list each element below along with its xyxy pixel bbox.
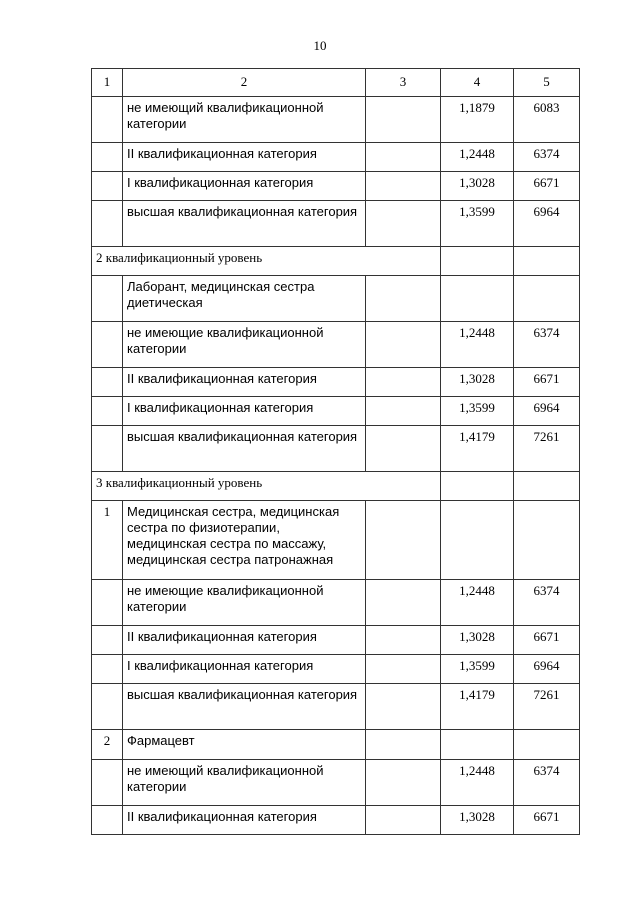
cell-c4 xyxy=(441,501,514,580)
cell-c5: 6671 xyxy=(514,172,580,201)
cell-c5: 6671 xyxy=(514,368,580,397)
header-col-2: 2 xyxy=(123,69,366,97)
cell-c4: 1,4179 xyxy=(441,684,514,730)
cell-c2: I квалификационная категория xyxy=(123,655,366,684)
cell-c4 xyxy=(441,276,514,322)
salary-table xyxy=(91,68,580,835)
cell-c1 xyxy=(92,201,123,247)
cell-c1 xyxy=(92,143,123,172)
cell-c3 xyxy=(366,655,441,684)
cell-c5 xyxy=(514,730,580,760)
table-row xyxy=(92,760,580,806)
cell-c2: II квалификационная категория xyxy=(123,143,366,172)
cell-c4 xyxy=(441,247,514,276)
cell-c1 xyxy=(92,684,123,730)
cell-c1: 1 xyxy=(92,501,123,580)
cell-c4: 1,2448 xyxy=(441,760,514,806)
cell-c5: 6964 xyxy=(514,201,580,247)
cell-c2: не имеющий квалификационной категории xyxy=(123,760,366,806)
cell-c2: высшая квалификационная категория xyxy=(123,201,366,247)
cell-c4: 1,3028 xyxy=(441,806,514,835)
table-row xyxy=(92,276,580,322)
cell-c5 xyxy=(514,472,580,501)
cell-c1 xyxy=(92,626,123,655)
cell-c4: 1,2448 xyxy=(441,143,514,172)
cell-c3 xyxy=(366,201,441,247)
cell-c5: 6374 xyxy=(514,760,580,806)
header-col-3: 3 xyxy=(366,69,441,97)
table-row xyxy=(92,322,580,368)
header-col-4: 4 xyxy=(441,69,514,97)
section-title: 2 квалификационный уровень xyxy=(92,247,441,276)
cell-c2: Лаборант, медицинская сестра диетическая xyxy=(123,276,366,322)
cell-c1 xyxy=(92,397,123,426)
cell-c1 xyxy=(92,426,123,472)
table-row xyxy=(92,143,580,172)
cell-c3 xyxy=(366,626,441,655)
cell-c2: Медицинская сестра, медицинская сестра по физиотерапии, медицинская сестра по массажу, медицинская сестра патронажная xyxy=(123,501,366,580)
table-body xyxy=(92,69,580,835)
cell-c1 xyxy=(92,580,123,626)
cell-c5: 6671 xyxy=(514,806,580,835)
table-row xyxy=(92,426,580,472)
cell-c5: 6083 xyxy=(514,97,580,143)
cell-c1 xyxy=(92,322,123,368)
cell-c3 xyxy=(366,730,441,760)
table-row xyxy=(92,501,580,580)
cell-c4 xyxy=(441,472,514,501)
cell-c2: не имеющие квалификационной категории xyxy=(123,322,366,368)
cell-c5: 6374 xyxy=(514,143,580,172)
table-row xyxy=(92,730,580,760)
header-col-5: 5 xyxy=(514,69,580,97)
cell-c4: 1,2448 xyxy=(441,580,514,626)
cell-c1: 2 xyxy=(92,730,123,760)
table-row xyxy=(92,201,580,247)
cell-c4: 1,3028 xyxy=(441,368,514,397)
cell-c5 xyxy=(514,276,580,322)
table-row xyxy=(92,806,580,835)
cell-c4: 1,2448 xyxy=(441,322,514,368)
cell-c2: не имеющие квалификационной категории xyxy=(123,580,366,626)
cell-c3 xyxy=(366,580,441,626)
cell-c3 xyxy=(366,760,441,806)
page-number: 10 xyxy=(313,38,327,53)
cell-c3 xyxy=(366,426,441,472)
cell-c3 xyxy=(366,143,441,172)
cell-c1 xyxy=(92,368,123,397)
cell-c1 xyxy=(92,97,123,143)
cell-c5: 6374 xyxy=(514,322,580,368)
table-row xyxy=(92,580,580,626)
table-header-row xyxy=(92,69,580,97)
cell-c3 xyxy=(366,501,441,580)
cell-c2: II квалификационная категория xyxy=(123,806,366,835)
cell-c2: высшая квалификационная категория xyxy=(123,426,366,472)
cell-c4: 1,1879 xyxy=(441,97,514,143)
cell-c5: 6671 xyxy=(514,626,580,655)
cell-c4: 1,3028 xyxy=(441,172,514,201)
cell-c2: не имеющий квалификационной категории xyxy=(123,97,366,143)
cell-c5: 7261 xyxy=(514,684,580,730)
section-row xyxy=(92,472,580,501)
table-row xyxy=(92,397,580,426)
cell-c4: 1,3028 xyxy=(441,626,514,655)
section-title: 3 квалификационный уровень xyxy=(92,472,441,501)
cell-c2: II квалификационная категория xyxy=(123,626,366,655)
cell-c5 xyxy=(514,247,580,276)
cell-c3 xyxy=(366,684,441,730)
table-row xyxy=(92,626,580,655)
cell-c4: 1,3599 xyxy=(441,201,514,247)
cell-c3 xyxy=(366,276,441,322)
cell-c3 xyxy=(366,806,441,835)
cell-c4: 1,3599 xyxy=(441,655,514,684)
table-row xyxy=(92,368,580,397)
cell-c4 xyxy=(441,730,514,760)
cell-c1 xyxy=(92,760,123,806)
cell-c1 xyxy=(92,172,123,201)
cell-c5: 6374 xyxy=(514,580,580,626)
section-row xyxy=(92,247,580,276)
cell-c5: 7261 xyxy=(514,426,580,472)
cell-c3 xyxy=(366,97,441,143)
cell-c4: 1,4179 xyxy=(441,426,514,472)
cell-c3 xyxy=(366,172,441,201)
cell-c5 xyxy=(514,501,580,580)
cell-c1 xyxy=(92,655,123,684)
cell-c4: 1,3599 xyxy=(441,397,514,426)
header-col-1: 1 xyxy=(92,69,123,97)
cell-c2: II квалификационная категория xyxy=(123,368,366,397)
table-row xyxy=(92,97,580,143)
cell-c2: I квалификационная категория xyxy=(123,172,366,201)
cell-c1 xyxy=(92,276,123,322)
cell-c5: 6964 xyxy=(514,655,580,684)
table-row xyxy=(92,172,580,201)
table-row xyxy=(92,684,580,730)
cell-c3 xyxy=(366,322,441,368)
table-row xyxy=(92,655,580,684)
cell-c2: Фармацевт xyxy=(123,730,366,760)
cell-c2: I квалификационная категория xyxy=(123,397,366,426)
cell-c5: 6964 xyxy=(514,397,580,426)
cell-c3 xyxy=(366,368,441,397)
cell-c1 xyxy=(92,806,123,835)
cell-c2: высшая квалификационная категория xyxy=(123,684,366,730)
cell-c3 xyxy=(366,397,441,426)
